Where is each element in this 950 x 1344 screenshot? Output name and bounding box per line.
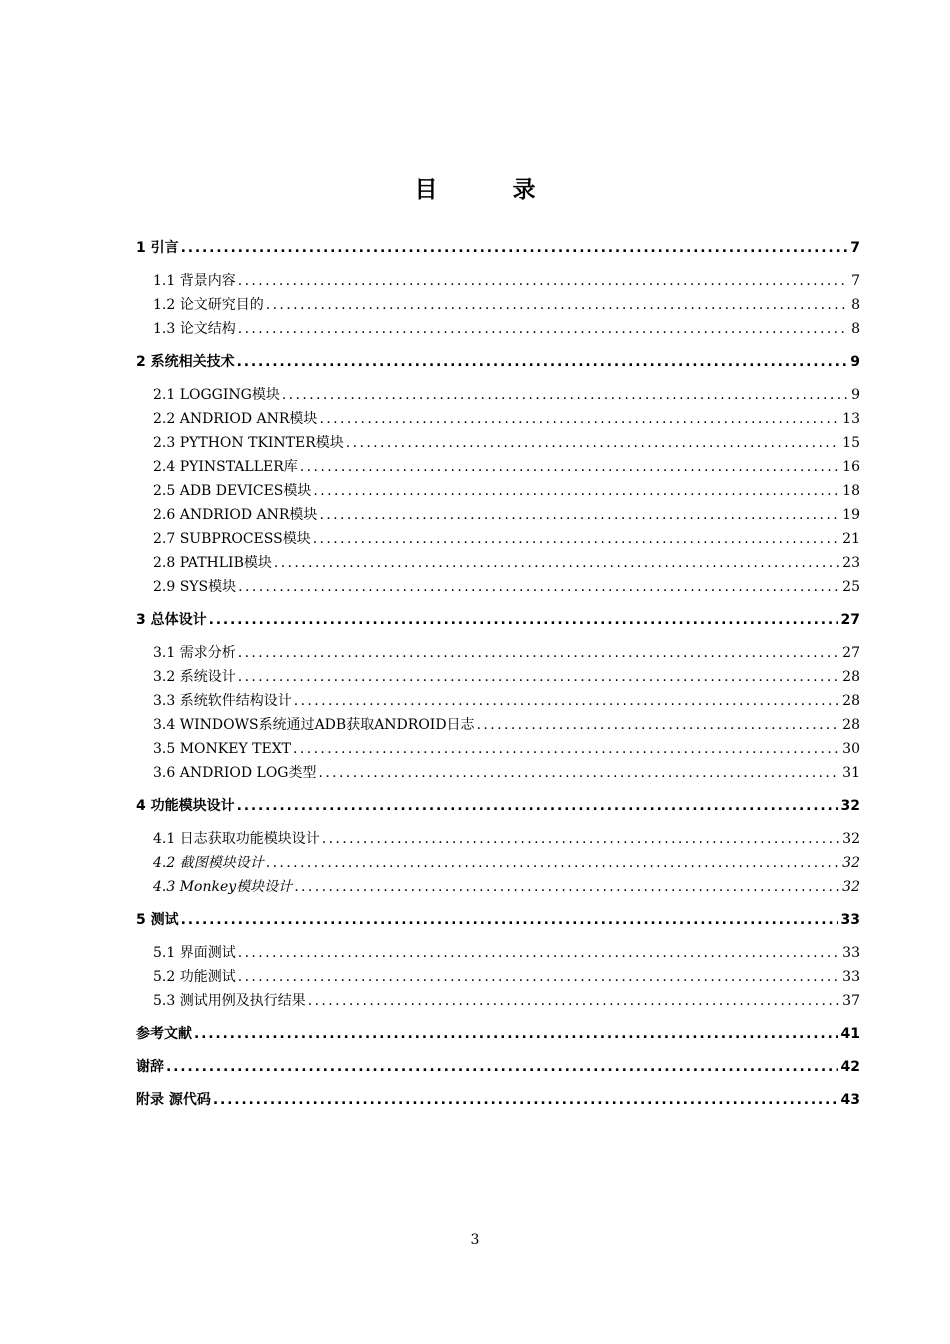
dot-leader [294,875,839,899]
dot-leader [213,1088,838,1112]
toc-entry-page: 32 [840,798,860,814]
toc-chapter-4[interactable] [136,794,860,818]
dot-leader [237,350,848,374]
page-number: 3 [470,1232,480,1248]
toc-section-2-7[interactable] [136,527,860,551]
dot-leader [266,293,848,317]
toc-entry-label: 2.6 ANDRIOD ANR模块 [153,507,318,523]
toc-entry-page: 32 [842,855,860,871]
toc-section-1-2[interactable] [136,293,860,317]
dot-leader [238,941,839,965]
toc-entry-label: 2.5 ADB DEVICES模块 [153,483,312,499]
toc-acknowledgements[interactable] [136,1055,860,1079]
toc-entry-label: 2.9 SYS模块 [153,579,237,595]
toc-chapter-2[interactable] [136,350,860,374]
toc-entry-label: 2.2 ANDRIOD ANR模块 [153,411,318,427]
toc-entry-page: 9 [851,387,860,403]
toc-section-2-1[interactable] [136,383,860,407]
toc-section-1-3[interactable] [136,317,860,341]
toc-entry-page: 28 [842,693,860,709]
toc-section-1-1[interactable] [136,269,860,293]
toc-entry-label: 2 系统相关技术 [136,354,235,370]
dot-leader [194,1022,838,1046]
toc-entry-label: 2.7 SUBPROCESS模块 [153,531,311,547]
toc-section-5-2[interactable] [136,965,860,989]
toc-entry-page: 32 [842,831,860,847]
dot-leader [319,407,839,431]
toc-entry-label: 3.3 系统软件结构设计 [153,693,292,709]
toc-entry-page: 33 [842,945,860,961]
toc-entry-page: 28 [842,669,860,685]
dot-leader [238,317,848,341]
toc-section-2-2[interactable] [136,407,860,431]
toc-entry-page: 21 [842,531,860,547]
dot-leader [318,761,839,785]
toc-entry-page: 8 [851,297,860,313]
toc-entry-label: 5.2 功能测试 [153,969,236,985]
toc-entry-page: 18 [842,483,860,499]
toc-entry-page: 23 [842,555,860,571]
toc-section-3-4[interactable] [136,713,860,737]
dot-leader [274,551,839,575]
dot-leader [238,665,839,689]
toc-section-5-1[interactable] [136,941,860,965]
toc-section-2-4[interactable] [136,455,860,479]
toc-entry-page: 33 [842,969,860,985]
toc-entry-page: 27 [842,645,860,661]
toc-entry-label: 附录 源代码 [136,1092,211,1108]
dot-leader [282,383,848,407]
toc-entry-page: 37 [842,993,860,1009]
toc-entry-label: 3.6 ANDRIOD LOG类型 [153,765,317,781]
dot-leader [237,794,838,818]
dot-leader [209,608,838,632]
toc-entry-page: 19 [842,507,860,523]
toc-entry-label: 3.4 WINDOWS系统通过ADB获取ANDROID日志 [153,717,475,733]
toc-entry-page: 7 [850,240,860,256]
dot-leader [166,1055,838,1079]
toc-section-5-3[interactable] [136,989,860,1013]
toc-section-2-3[interactable] [136,431,860,455]
toc-chapter-1[interactable] [136,236,860,260]
toc-entry-label: 4.3 Monkey模块设计 [153,879,293,895]
dot-leader [319,503,839,527]
toc-entry-label: 谢辞 [136,1059,164,1075]
toc-entry-page: 33 [840,912,860,928]
toc-entry-label: 2.8 PATHLIB模块 [153,555,272,571]
toc-entry-label: 5.1 界面测试 [153,945,236,961]
toc-entry-label: 1.2 论文研究目的 [153,297,264,313]
dot-leader [238,641,839,665]
toc-entry-page: 16 [842,459,860,475]
toc-entry-page: 42 [840,1059,860,1075]
toc-entry-page: 25 [842,579,860,595]
toc-chapter-5[interactable] [136,908,860,932]
dot-leader [238,965,839,989]
toc-section-2-6[interactable] [136,503,860,527]
dot-leader [313,479,839,503]
toc-entry-page: 41 [840,1026,860,1042]
toc-section-3-3[interactable] [136,689,860,713]
toc-entry-page: 7 [851,273,860,289]
toc-entry-label: 2.3 PYTHON TKINTER模块 [153,435,344,451]
dot-leader [346,431,839,455]
dot-leader [313,527,839,551]
toc-entry-label: 2.4 PYINSTALLER库 [153,459,298,475]
toc-entry-label: 5 测试 [136,912,179,928]
toc-entry-label: 3.5 MONKEY TEXT [153,741,292,757]
table-of-contents [136,236,860,1112]
toc-entry-page: 15 [842,435,860,451]
toc-section-4-2[interactable] [136,851,860,875]
dot-leader [293,737,839,761]
toc-chapter-3[interactable] [136,608,860,632]
dot-leader [294,689,839,713]
toc-section-2-8[interactable] [136,551,860,575]
toc-entry-page: 8 [851,321,860,337]
toc-entry-page: 30 [842,741,860,757]
toc-section-2-5[interactable] [136,479,860,503]
dot-leader [181,236,848,260]
toc-entry-label: 1.3 论文结构 [153,321,236,337]
toc-section-3-1[interactable] [136,641,860,665]
toc-entry-label: 4.1 日志获取功能模块设计 [153,831,320,847]
dot-leader [266,851,839,875]
toc-section-3-6[interactable] [136,761,860,785]
toc-entry-label: 1.1 背景内容 [153,273,236,289]
toc-entry-page: 28 [842,717,860,733]
dot-leader [308,989,839,1013]
toc-entry-page: 27 [840,612,860,628]
dot-leader [322,827,839,851]
toc-entry-page: 43 [840,1092,860,1108]
dot-leader [300,455,839,479]
page-title: 目 录 [414,177,562,203]
toc-entry-page: 9 [850,354,860,370]
toc-entry-label: 3 总体设计 [136,612,207,628]
toc-entry-label: 4 功能模块设计 [136,798,235,814]
toc-entry-page: 32 [842,879,860,895]
toc-section-3-2[interactable] [136,665,860,689]
toc-section-3-5[interactable] [136,737,860,761]
toc-entry-label: 3.1 需求分析 [153,645,236,661]
toc-section-4-1[interactable] [136,827,860,851]
dot-leader [181,908,838,932]
toc-entry-page: 31 [842,765,860,781]
toc-section-2-9[interactable] [136,575,860,599]
toc-entry-label: 2.1 LOGGING模块 [153,387,280,403]
dot-leader [477,713,840,737]
dot-leader [238,575,839,599]
toc-entry-label: 5.3 测试用例及执行结果 [153,993,306,1009]
toc-entry-label: 3.2 系统设计 [153,669,236,685]
toc-entry-label: 1 引言 [136,240,179,256]
dot-leader [238,269,848,293]
toc-references[interactable] [136,1022,860,1046]
toc-entry-label: 参考文献 [136,1026,192,1042]
toc-entry-page: 13 [842,411,860,427]
toc-section-4-3[interactable] [136,875,860,899]
toc-entry-label: 4.2 截图模块设计 [153,855,264,871]
toc-appendix[interactable] [136,1088,860,1112]
